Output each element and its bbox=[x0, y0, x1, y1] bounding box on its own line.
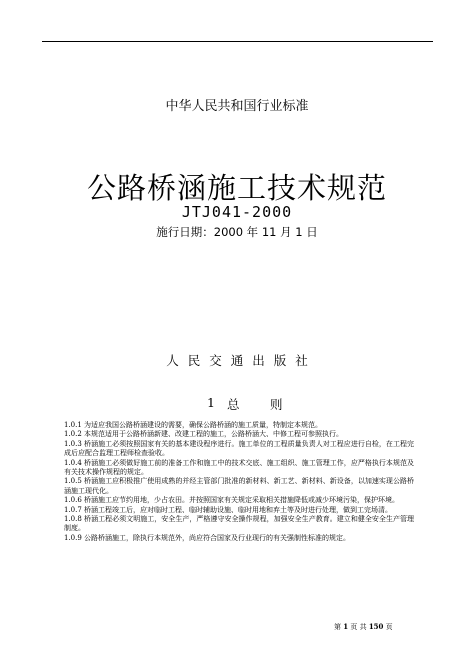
standard-category: 中华人民共和国行业标准 bbox=[165, 99, 309, 114]
clause-1-0-9: 1.0.9 公路桥涵施工，除执行本规范外，尚应符合国家及行业现行的有关强制性标准的规定。 bbox=[64, 533, 351, 542]
clause-1-0-5: 1.0.5 桥涵施工应积极推广使用成熟的并经主管部门批准的新材料、新工艺、新材料、新设备，以加速实现公路桥涵施工现代化。 bbox=[64, 477, 414, 495]
top-rule bbox=[42, 41, 433, 42]
clause-1-0-1: 1.0.1 为适应我国公路桥涵建设的需要，确保公路桥涵的施工质量，特制定本规范。 bbox=[64, 421, 323, 429]
chapter-title-part2: 则 bbox=[270, 397, 283, 412]
clause-list bbox=[64, 421, 414, 543]
footer-prefix: 第 bbox=[334, 623, 341, 631]
chapter-title-part1: 总 bbox=[227, 397, 240, 412]
document-title: 公路桥涵施工技术规范 bbox=[86, 171, 387, 205]
footer-suffix: 页 bbox=[385, 623, 393, 631]
clause-1-0-4: 1.0.4 桥涵施工必须做好施工前的准备工作和施工中的技术交底、施工组织、施工管理工作，应严格执行本规范及有关技术操作规程的规定。 bbox=[64, 458, 414, 477]
page-footer bbox=[334, 622, 393, 632]
clause-1-0-8: 1.0.8 桥涵工程必须文明施工，安全生产，严格遵守安全操作规程，加强安全生产教育。建立和健全安全生产管理制度。 bbox=[64, 515, 414, 533]
clause-1-0-7: 1.0.7 桥涵工程竣工后，应对临时工程、临时辅助设施、临时用地和弃土等及时进行处理，做到工完场清。 bbox=[64, 505, 393, 514]
chapter-number: 1 bbox=[207, 395, 215, 410]
clause-1-0-2: 1.0.2 本规范适用于公路桥涵新建、改建工程的施工，公路桥涵大、中修工程可参照执行。 bbox=[64, 430, 344, 439]
effective-date: 施行日期：2000 年 11 月 1 日 bbox=[156, 225, 318, 239]
total-page-count: 150 bbox=[368, 622, 384, 631]
current-page-number: 1 bbox=[343, 622, 349, 631]
publisher: 人民交通出版社 bbox=[166, 353, 317, 368]
clause-1-0-6: 1.0.6 桥涵施工应节约用地，少占农田。并按照国家有关规定采取相关措施降低或减少环境污染，保护环境。 bbox=[64, 496, 400, 505]
standard-code: JTJ041-2000 bbox=[181, 203, 293, 221]
clause-1-0-3: 1.0.3 桥涵施工必须按照国家有关的基本建设程序进行。施工单位的工程质量负责人对工程应进行自检，在工程完成后应配合监理工程师检查验收。 bbox=[64, 439, 414, 458]
footer-middle: 页 共 bbox=[350, 623, 367, 631]
